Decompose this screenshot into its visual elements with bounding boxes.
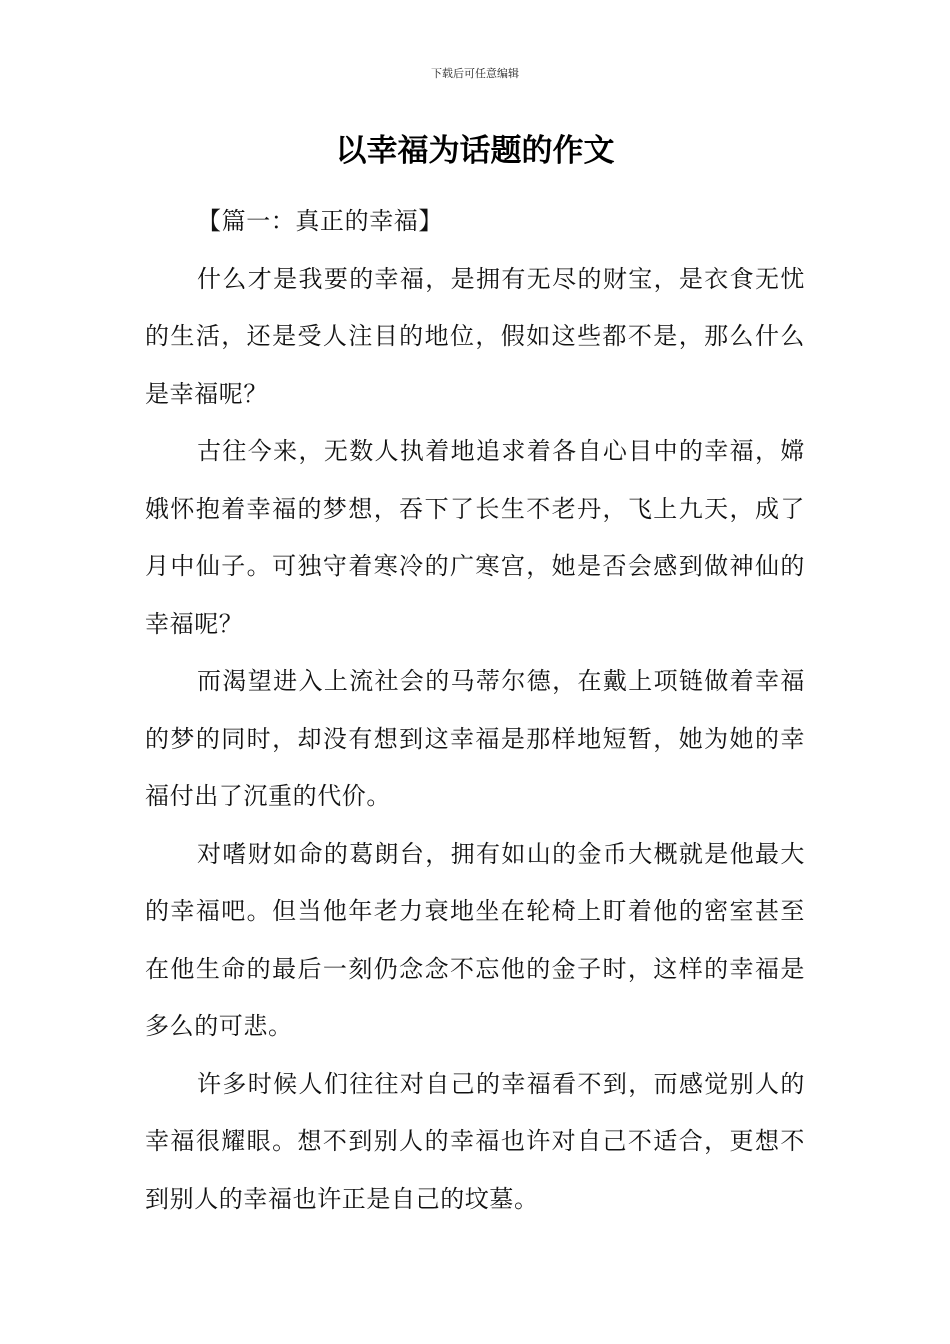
document-body: [145, 193, 805, 1228]
paragraph: 许多时候人们往往对自己的幸福看不到，而感觉别人的幸福很耀眼。想不到别人的幸福也许对自己不适合，更想不到别人的幸福也许正是自己的坟墓。: [145, 1069, 805, 1213]
header-note: 下载后可任意编辑: [431, 67, 519, 80]
paragraph: 什么才是我要的幸福，是拥有无尽的财宝，是衣食无忧的生活，还是受人注目的地位，假如这些都不是，那么什么是幸福呢？: [145, 264, 805, 408]
document-title: 以幸福为话题的作文: [335, 133, 615, 169]
section-heading: 【篇一：真正的幸福】: [197, 207, 443, 235]
paragraph: 古往今来，无数人执着地追求着各自心目中的幸福，嫦娥怀抱着幸福的梦想，吞下了长生不老丹，飞上九天，成了月中仙子。可独守着寒冷的广寒宫，她是否会感到做神仙的幸福呢？: [145, 437, 805, 638]
paragraph: 对嗜财如命的葛朗台，拥有如山的金币大概就是他最大的幸福吧。但当他年老力衰地坐在轮椅上盯着他的密室甚至在他生命的最后一刻仍念念不忘他的金子时，这样的幸福是多么的可悲。: [145, 839, 805, 1040]
paragraph: 而渴望进入上流社会的马蒂尔德，在戴上项链做着幸福的梦的同时，却没有想到这幸福是那样地短暂，她为她的幸福付出了沉重的代价。: [145, 667, 805, 810]
